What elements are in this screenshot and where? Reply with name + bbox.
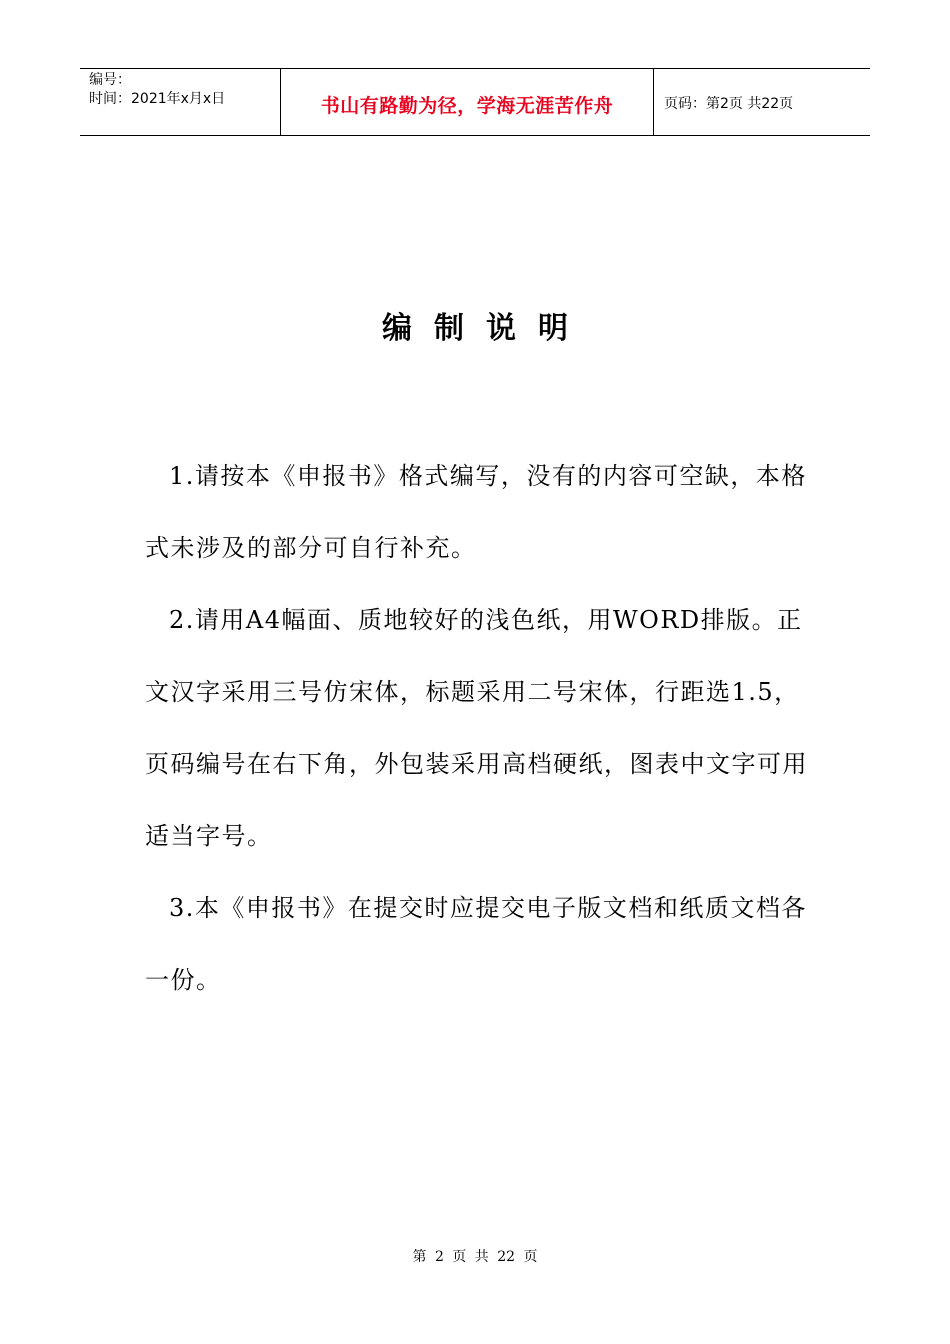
header-meta-cell	[80, 69, 281, 135]
paragraph-3: 3.本《申报书》在提交时应提交电子版文档和纸质文档各一份。	[145, 894, 807, 994]
document-title: 编制说明	[382, 311, 590, 346]
header-page-code: 页码：第2页 共22页	[664, 96, 794, 112]
header-page-code-cell	[654, 69, 870, 135]
paragraph-2: 2.请用A4幅面、质地较好的浅色纸，用WORD排版。正文汉字采用三号仿宋体，标题采用二号宋体，行距选1.5，页码编号在右下角，外包装采用高档硬纸，图表中文字可用适当字号。	[145, 606, 808, 850]
header-motto: 书山有路勤为径，学海无涯苦作舟	[320, 94, 614, 117]
paragraph-1: 1.请按本《申报书》格式编写，没有的内容可空缺，本格式未涉及的部分可自行补充。	[145, 462, 807, 562]
page-footer: 第 2 页 共 22 页	[412, 1249, 538, 1265]
header-motto-cell	[281, 69, 654, 135]
document-date: 时间：2021年x月x日	[89, 91, 226, 107]
document-number-label: 编号：	[89, 72, 131, 88]
page-header-table	[80, 68, 870, 136]
document-body	[145, 440, 810, 1016]
